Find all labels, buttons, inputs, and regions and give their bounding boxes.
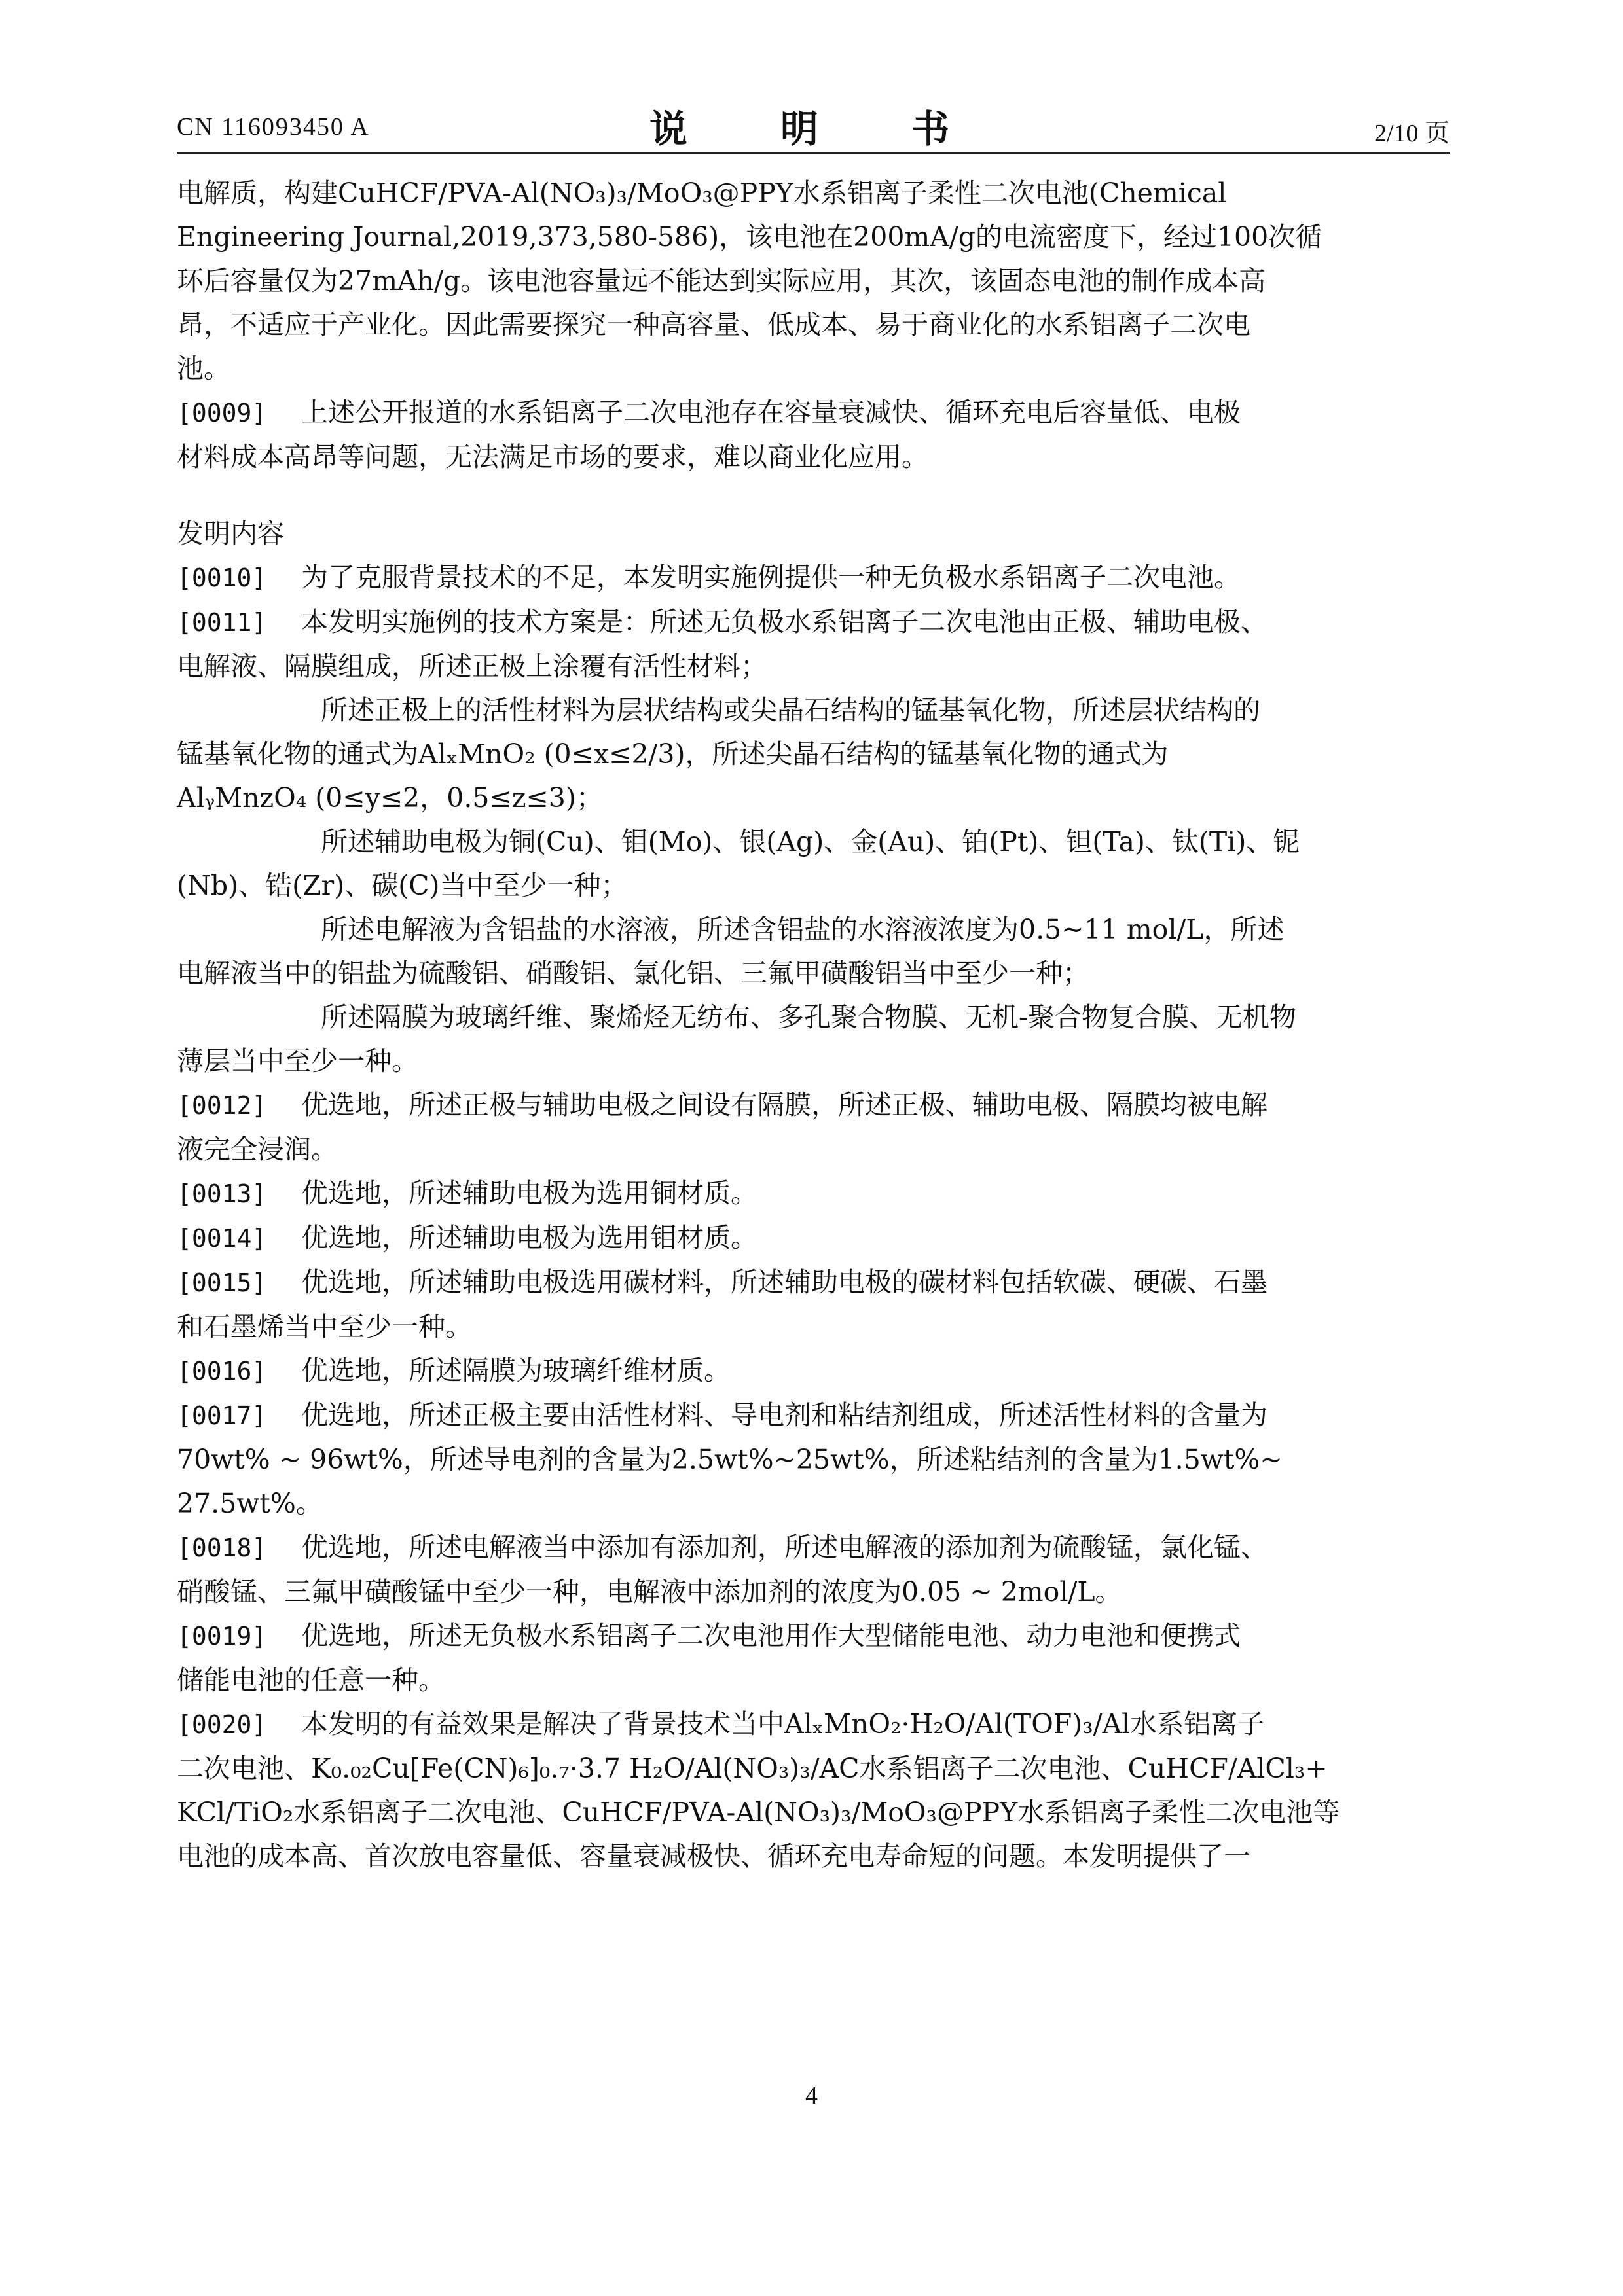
section-title: 发明内容 [177, 518, 284, 549]
paragraph-text: 为了克服背景技术的不足，本发明实施例提供一种无负极水系铝离子二次电池。 [301, 562, 1241, 593]
text-line: 所述电解液为含铝盐的水溶液，所述含铝盐的水溶液浓度为0.5~11 mol/L，所述 [321, 914, 1285, 945]
text-line: AlᵧMnzO₄ (0≤y≤2，0.5≤z≤3)； [177, 782, 603, 814]
paragraph-line [177, 1835, 1450, 1878]
text-line: (Nb)、锆(Zr)、碳(C)当中至少一种； [177, 870, 628, 901]
paragraph-text: 优选地，所述辅助电极为选用铜材质。 [301, 1177, 757, 1209]
paragraph-group-summary [177, 556, 1450, 689]
numbered-paragraph [177, 1526, 1450, 1614]
paragraph-text: 27.5wt%。 [177, 1488, 323, 1519]
paragraph-group-preferred [177, 1083, 1450, 1878]
paragraph-number: [0020] [177, 1710, 267, 1739]
numbered-paragraph [177, 1393, 1450, 1526]
page-number: 4 [805, 2082, 818, 2109]
paragraph-text: 优选地，所述隔膜为玻璃纤维材质。 [301, 1355, 731, 1386]
text-line: 池。 [177, 353, 230, 384]
document-body [177, 171, 1450, 1878]
text-line: 所述辅助电极为铜(Cu)、钼(Mo)、银(Ag)、金(Au)、铂(Pt)、钽(Ta)、钛(Ti)、铌 [321, 826, 1300, 857]
paragraph-line [177, 1570, 1450, 1614]
paragraph-line [177, 1305, 1450, 1349]
numbered-paragraph [177, 1216, 1450, 1261]
paragraph-text: 优选地，所述正极主要由活性材料、导电剂和粘结剂组成，所述活性材料的含量为 [301, 1399, 1267, 1431]
paragraph-number: [0017] [177, 1401, 267, 1430]
paragraph-line [177, 1747, 1450, 1791]
text-line: Engineering Journal,2019,373,580-586)，该电池在200mA/g的电流密度下，经过100次循 [177, 221, 1322, 253]
paragraph-line [177, 1128, 1450, 1172]
document-id: CN 116093450 A [177, 113, 370, 141]
paragraph-number: [0010] [177, 564, 267, 592]
paragraph-number: [0014] [177, 1224, 267, 1253]
sub-paragraph [177, 908, 1450, 996]
paragraph-text: 优选地，所述辅助电极选用碳材料，所述辅助电极的碳材料包括软碳、硬碳、石墨 [301, 1266, 1267, 1298]
paragraph-line [177, 1659, 1450, 1702]
page-header [177, 98, 1450, 151]
numbered-paragraph [177, 600, 1450, 689]
numbered-paragraph [177, 1172, 1450, 1216]
numbered-paragraph [177, 1614, 1450, 1702]
paragraph-text: 本发明实施例的技术方案是：所述无负极水系铝离子二次电池由正极、辅助电极、 [301, 606, 1267, 637]
paragraph-line [177, 600, 1450, 645]
intro-paragraph [177, 171, 1450, 391]
paragraph-number: [0012] [177, 1091, 267, 1120]
numbered-paragraph [177, 391, 1450, 479]
paragraph-text: 材料成本高昂等问题，无法满足市场的要求，难以商业化应用。 [177, 441, 928, 473]
text-line: 所述隔膜为玻璃纤维、聚烯烃无纺布、多孔聚合物膜、无机-聚合物复合膜、无机物 [321, 1001, 1296, 1033]
paragraph-line [177, 1438, 1450, 1482]
paragraph-number: [0016] [177, 1357, 267, 1386]
paragraph-number: [0009] [177, 399, 267, 427]
text-line: 昂，不适应于产业化。因此需要探究一种高容量、低成本、易于商业化的水系铝离子二次电 [177, 309, 1250, 340]
paragraph-number: [0013] [177, 1179, 267, 1208]
text-line: 锰基氧化物的通式为AlₓMnO₂ (0≤x≤2/3)，所述尖晶石结构的锰基氧化物的通式为 [177, 738, 1169, 770]
text-line: 所述正极上的活性材料为层状结构或尖晶石结构的锰基氧化物，所述层状结构的 [321, 694, 1260, 726]
sub-paragraph-group [177, 689, 1450, 1083]
paragraph-line [177, 1172, 1450, 1216]
paragraph-group-background [177, 391, 1450, 479]
paragraph-text: 液完全浸润。 [177, 1134, 338, 1165]
text-line: 环后容量仅为27mAh/g。该电池容量远不能达到实际应用，其次，该固态电池的制作成本高 [177, 265, 1266, 296]
paragraph-number: [0015] [177, 1268, 267, 1297]
sub-paragraph [177, 820, 1450, 908]
paragraph-text: 硝酸锰、三氟甲磺酸锰中至少一种，电解液中添加剂的浓度为0.05 ~ 2mol/L。 [177, 1576, 1122, 1607]
paragraph-text: 优选地，所述辅助电极为选用钼材质。 [301, 1222, 757, 1253]
paragraph-line [177, 1482, 1450, 1526]
paragraph-text: 储能电池的任意一种。 [177, 1664, 445, 1696]
paragraph-line [177, 1349, 1450, 1393]
paragraph-line [177, 1614, 1450, 1659]
paragraph-text: 二次电池、K₀.₀₂Cu[Fe(CN)₆]₀.₇·3.7 H₂O/Al(NO₃)₃/AC水系铝离子二次电池、CuHCF/AlCl₃+ [177, 1753, 1328, 1784]
paragraph-text: 上述公开报道的水系铝离子二次电池存在容量衰减快、循环充电后容量低、电极 [301, 397, 1241, 428]
paragraph-line [177, 1083, 1450, 1128]
text-line: 电解液当中的铝盐为硫酸铝、硝酸铝、氯化铝、三氟甲磺酸铝当中至少一种； [177, 958, 1089, 989]
paragraph-text: 和石墨烯当中至少一种。 [177, 1311, 472, 1342]
numbered-paragraph [177, 1349, 1450, 1393]
paragraph-text: 优选地，所述正极与辅助电极之间设有隔膜，所述正极、辅助电极、隔膜均被电解 [301, 1089, 1267, 1121]
paragraph-line [177, 391, 1450, 435]
numbered-paragraph [177, 556, 1450, 600]
numbered-paragraph [177, 1083, 1450, 1172]
paragraph-line [177, 1393, 1450, 1438]
paragraph-text: 优选地，所述电解液当中添加有添加剂，所述电解液的添加剂为硫酸锰，氯化锰、 [301, 1532, 1267, 1563]
paragraph-text: KCl/TiO₂水系铝离子二次电池、CuHCF/PVA-Al(NO₃)₃/MoO₃@PPY水系铝离子柔性二次电池等 [177, 1797, 1340, 1828]
paragraph-text: 优选地，所述无负极水系铝离子二次电池用作大型储能电池、动力电池和便携式 [301, 1620, 1241, 1651]
text-line: 薄层当中至少一种。 [177, 1045, 418, 1077]
paragraph-text: 电池的成本高、首次放电容量低、容量衰减极快、循环充电寿命短的问题。本发明提供了一 [177, 1840, 1250, 1872]
paragraph-line [177, 645, 1450, 689]
numbered-paragraph [177, 1261, 1450, 1349]
sub-paragraph [177, 689, 1450, 820]
paragraph-line [177, 1526, 1450, 1570]
paragraph-line [177, 1702, 1450, 1747]
paragraph-line [177, 1261, 1450, 1305]
paragraph-number: [0018] [177, 1534, 267, 1562]
paragraph-text: 本发明的有益效果是解决了背景技术当中AlₓMnO₂·H₂O/Al(TOF)₃/Al水系铝离子 [301, 1708, 1265, 1740]
paragraph-number: [0011] [177, 608, 267, 637]
header-rule [177, 152, 1450, 154]
sub-paragraph [177, 996, 1450, 1083]
page-indicator: 2/10 页 [1374, 120, 1450, 147]
paragraph-number: [0019] [177, 1622, 267, 1651]
paragraph-line [177, 435, 1450, 479]
paragraph-line [177, 556, 1450, 600]
paragraph-text: 70wt% ~ 96wt%，所述导电剂的含量为2.5wt%~25wt%，所述粘结剂的含量为1.5wt%~ [177, 1444, 1283, 1475]
paragraph-line [177, 1216, 1450, 1261]
document-title: 说 明 书 [649, 107, 977, 151]
paragraph-line [177, 1791, 1450, 1835]
numbered-paragraph [177, 1702, 1450, 1878]
paragraph-text: 电解液、隔膜组成，所述正极上涂覆有活性材料； [177, 651, 767, 682]
text-line: 电解质，构建CuHCF/PVA-Al(NO₃)₃/MoO₃@PPY水系铝离子柔性二次电池(Chemical [177, 177, 1227, 209]
